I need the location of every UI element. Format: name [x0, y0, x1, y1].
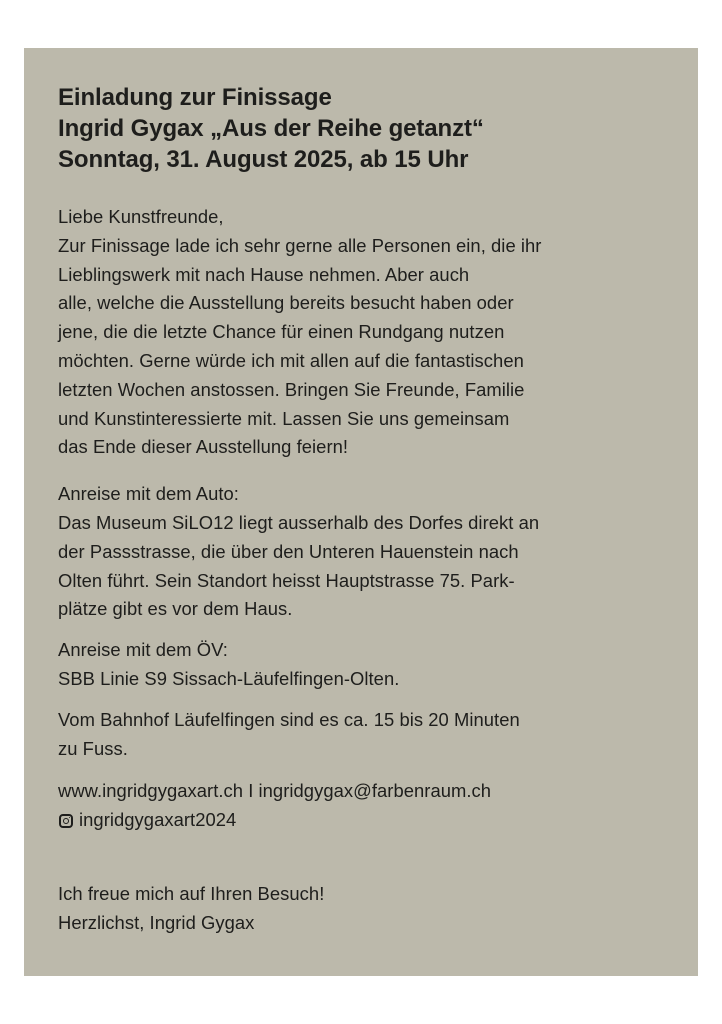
title-line: Sonntag, 31. August 2025, ab 15 Uhr [58, 146, 469, 173]
website-email-link[interactable]: www.ingridgygaxart.ch I ingridgygax@farbenraum.ch [58, 780, 492, 802]
travel-by-public-transport-paragraph [58, 636, 682, 694]
text-line: und Kunstinteressierte mit. Lassen Sie uns gemeinsam [58, 407, 510, 429]
text-line: zu Fuss. [58, 737, 128, 759]
text-line: Anreise mit dem ÖV: [58, 639, 228, 661]
text-line: Lieblingswerk mit nach Hause nehmen. Aber auch [58, 263, 470, 285]
text-line: Anreise mit dem Auto: [58, 483, 239, 505]
text-line: Vom Bahnhof Läufelfingen sind es ca. 15 bis 20 Minuten [58, 708, 520, 730]
invitation-content [58, 82, 682, 938]
walking-paragraph [58, 706, 682, 764]
title-line: Ingrid Gygax „Aus der Reihe getanzt“ [58, 115, 484, 142]
invitation-card [24, 48, 698, 976]
text-line: SBB Linie S9 Sissach-Läufelfingen-Olten. [58, 667, 400, 689]
signature-line: Herzlichst, Ingrid Gygax [58, 911, 255, 933]
title-line: Einladung zur Finissage [58, 84, 332, 111]
text-line: das Ende dieser Ausstellung feiern! [58, 436, 349, 458]
text-line: jene, die die letzte Chance für einen Rundgang nutzen [58, 321, 505, 343]
text-line: alle, welche die Ausstellung bereits besucht haben oder [58, 292, 514, 314]
invitation-title [58, 82, 682, 175]
text-line: Das Museum SiLO12 liegt ausserhalb des Dorfes direkt an [58, 511, 540, 533]
text-line: Zur Finissage lade ich sehr gerne alle Personen ein, die ihr [58, 234, 542, 256]
text-line: Liebe Kunstfreunde, [58, 206, 224, 227]
instagram-handle: ingridgygaxart2024 [79, 809, 237, 831]
contact-info [58, 777, 682, 835]
instagram-icon [59, 814, 73, 828]
text-line: letzten Wochen anstossen. Bringen Sie Freunde, Familie [58, 378, 525, 400]
greeting-paragraph [58, 203, 682, 462]
text-line: plätze gibt es vor dem Haus. [58, 598, 293, 620]
text-line: möchten. Gerne würde ich mit allen auf die fantastischen [58, 349, 524, 371]
closing-paragraph [58, 880, 682, 938]
text-line: der Passstrasse, die über den Unteren Hauenstein nach [58, 540, 519, 562]
text-line: Ich freue mich auf Ihren Besuch! [58, 882, 325, 904]
travel-by-car-paragraph [58, 480, 682, 624]
text-line: Olten führt. Sein Standort heisst Hauptstrasse 75. Park- [58, 569, 515, 591]
instagram-handle-row[interactable] [58, 806, 682, 835]
